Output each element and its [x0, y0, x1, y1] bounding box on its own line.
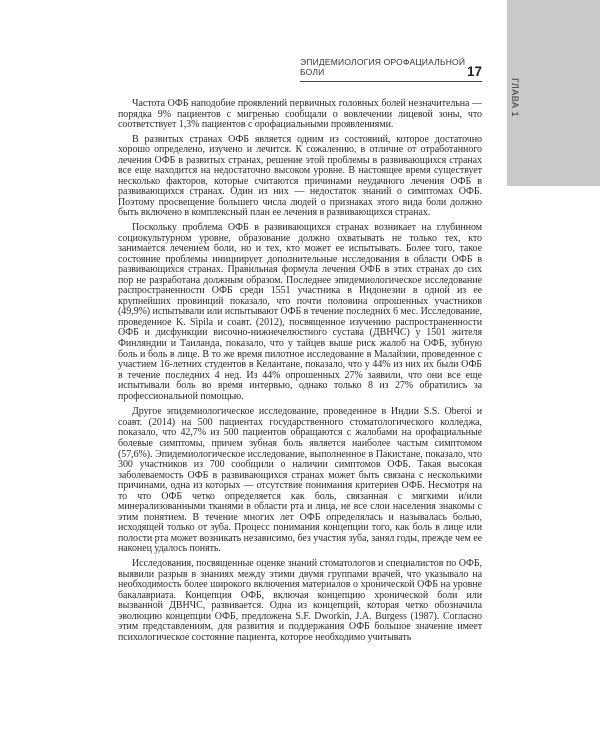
running-header-title: ЭПИДЕМИОЛОГИЯ ОРОФАЦИАЛЬНОЙ БОЛИ [300, 57, 466, 77]
chapter-side-tab [507, 0, 600, 186]
paragraph: Частота ОФБ наподобие проявлений первичных головных болей незначительна — порядка 9% пациентов с мигренью сообщали о вовлечении лицевой зоны, что соответствует 1,3% пациентов с орофациальными проявлениями. [118, 98, 482, 131]
chapter-label: ГЛАВА 1 [510, 78, 520, 117]
paragraph: Другое эпидемиологическое исследование, проведенное в Индии S.S. Oberoi и соавт. (2014) на 500 пациентах государственного стоматологического колледжа, показало, что 42,7% из 500 пациентов обращаются с жалобами на орофациальные болевые симптомы, причем зубная боль является наиболее частым симптомом (57,6%). Эпидемиологическое исследование, выполненное в Пакистане, показало, что 300 участников из 700 сообщили о наличии симптомов ОФБ. Такая высокая заболеваемость ОФБ в развивающихся странах может быть связана с несколькими причинами, одна из которых — отсутствие понимания критериев ОФБ. Несмотря на то что ОФБ четко определяется как боль, связанная с мягкими и/или минерализованными тканями в области рта и лица, не все слои населения знакомы с этим понятием. В течение многих лет ОФБ определялась и называлась болью, исходящей только от зуба. Процесс понимания концепции того, как боль в лице или полости рта может возникать независимо, без участия зуба, занял годы, прежде чем ее наконец удалось понять. [118, 406, 482, 555]
paragraph: В развитых странах ОФБ является одним из состояний, которое достаточно хорошо определено, изучено и лечится. К сожалению, в отличие от отработанного лечения ОФБ в развитых странах, решение этой проблемы в развивающихся странах все еще находится на недостаточно высоком уровне. В настоящее время существует несколько факторов, которые считаются причинами неудачного лечения ОФБ в развивающихся странах. Один из них — недостаток знаний о симптомах ОФБ. Поэтому просвещение большего числа людей о признаках этого вида боли должно быть включено в комплексный план ее лечения в развивающихся странах. [118, 133, 482, 219]
paragraph: Исследования, посвященные оценке знаний стоматологов и специалистов по ОФБ, выявили разрыв в знаниях между этими двумя группами врачей, что указывало на необходимость более широкого включения материалов о хронической ОФБ на уровне бакалавриата. Концепция ОФБ, включая концепцию хронической боли или вызванной ДВНЧС, развивается. Одна из концепций, которая четко обозначила эволюцию концепции ОФБ, предложена S.F. Dworkin, J.A. Burgess (1987). Согласно этим представлениям, для развития и поддержания ОФБ большое значение имеет психологическое состояние пациента, которое необходимо учитывать [118, 557, 482, 643]
page-number: 17 [466, 63, 482, 79]
body-text [118, 99, 482, 643]
header-rule [300, 81, 482, 82]
paragraph: Поскольку проблема ОФБ в развивающихся странах возникает на глубинном социокультурном уровне, образование должно охватывать не только тех, кто занимается лечением боли, но и тех, кто может ее испытывать. Более того, такое состояние проблемы инициирует дополнительные исследования в области ОФБ в развивающихся странах. Правильная формула лечения ОФБ в этих странах до сих пор не разработана должным образом. Последнее эпидемиологическое исследование распространенности ОФБ среди 1551 участника в Индонезии в одной из ее крупнейших провинций показало, что почти половина опрошенных участников (49,9%) испытывали или испытывают ОФБ в течение последних 6 мес. Исследование, проведенное K. Sipila и соавт. (2012), посвященное изучению распространенности ОФБ и дисфункции височно-нижнечелюстного сустава (ДВНЧС) у 1501 жителя Финляндии и Таиланда, показало, что у тайцев выше риск жалоб на ОФБ, зубную боль и боль в лице. В то же время пилотное исследование в Малайзии, проведенное с участием 16-летних студентов в Келантане, показало, что у 44% из них их были ОФБ в течение последних 4 нед. Из 44% опрошенных 27% заявили, что они все еще испытывали боль во время интервью, однако только 8 из 27% обратились за профессиональной помощью. [118, 222, 482, 402]
running-header [300, 57, 482, 79]
